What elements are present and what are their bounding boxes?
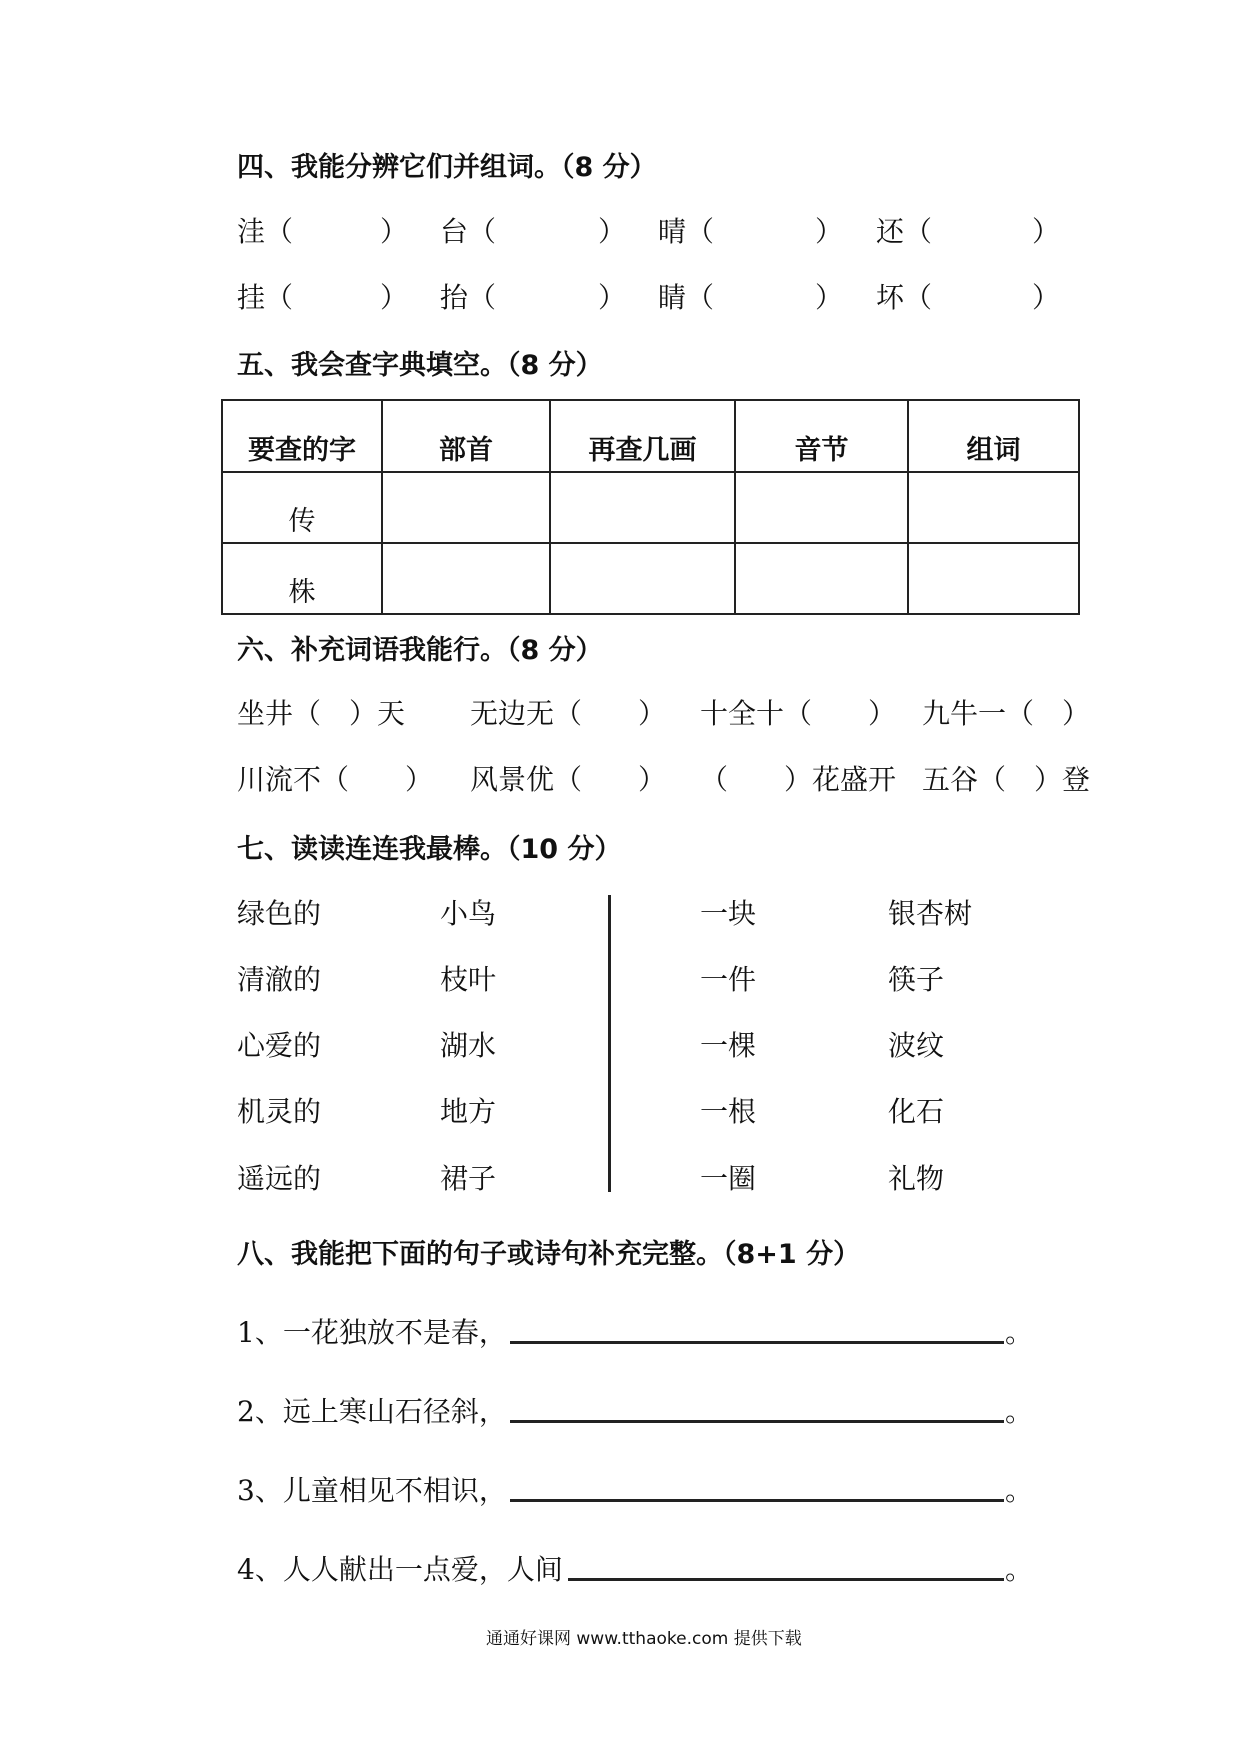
- sentence-prompt: 2、远上寒山石径斜，: [237, 1395, 507, 1428]
- table-header: 部首: [382, 400, 550, 472]
- word-item: ）: [380, 215, 409, 248]
- table-cell-blank[interactable]: [550, 472, 735, 543]
- answer-line[interactable]: [510, 1499, 1004, 1502]
- word-item: ）: [1032, 215, 1061, 248]
- table-cell-blank[interactable]: [908, 472, 1079, 543]
- table-cell-blank[interactable]: [550, 543, 735, 614]
- sentence-prompt: 3、儿童相见不相识，: [237, 1474, 507, 1507]
- word-item: 睛（: [658, 281, 715, 314]
- table-header-row: [222, 400, 1079, 472]
- footer-text: 通通好课网 www.tthaoke.com 提供下载: [486, 1629, 802, 1649]
- table-header: 组词: [908, 400, 1079, 472]
- match-item[interactable]: 波纹: [888, 1029, 945, 1062]
- match-item[interactable]: 礼物: [888, 1162, 945, 1195]
- match-item[interactable]: 机灵的: [237, 1095, 322, 1128]
- table-cell-char: 株: [222, 543, 382, 614]
- idiom-item: 川流不（ ）: [237, 763, 434, 796]
- table-row: [222, 543, 1079, 614]
- word-item: 洼（: [237, 215, 294, 248]
- match-item[interactable]: 清澈的: [237, 963, 322, 996]
- table-cell-blank[interactable]: [382, 543, 550, 614]
- sentence-end: 。: [1005, 1395, 1034, 1428]
- match-item[interactable]: 地方: [440, 1095, 497, 1128]
- word-item: ）: [1032, 281, 1061, 314]
- match-item[interactable]: 湖水: [440, 1029, 497, 1062]
- sentence-end: 。: [1005, 1553, 1034, 1586]
- match-item[interactable]: 枝叶: [440, 963, 497, 996]
- table-header: 音节: [735, 400, 908, 472]
- match-item[interactable]: 筷子: [888, 963, 945, 996]
- word-item: ）: [380, 281, 409, 314]
- section8-title: 八、我能把下面的句子或诗句补充完整。（8+1 分）: [237, 1239, 861, 1270]
- match-item[interactable]: 裙子: [440, 1162, 497, 1195]
- idiom-item: 十全十（ ）: [700, 697, 897, 730]
- sentence-prompt: 4、人人献出一点爱，人间: [237, 1553, 563, 1586]
- match-item[interactable]: 化石: [888, 1095, 945, 1128]
- section6-title: 六、补充词语我能行。（8 分）: [237, 635, 603, 666]
- word-item: ）: [598, 215, 627, 248]
- match-item[interactable]: 遥远的: [237, 1162, 322, 1195]
- table-cell-blank[interactable]: [735, 543, 908, 614]
- match-item[interactable]: 一件: [700, 963, 757, 996]
- match-item[interactable]: 心爱的: [237, 1029, 322, 1062]
- word-item: ）: [815, 281, 844, 314]
- matching-divider: [608, 895, 611, 1192]
- word-item: 还（: [876, 215, 933, 248]
- word-item: 抬（: [440, 281, 497, 314]
- table-row: [222, 472, 1079, 543]
- match-item[interactable]: 一棵: [700, 1029, 757, 1062]
- table-header: 再查几画: [550, 400, 735, 472]
- match-item[interactable]: 绿色的: [237, 897, 322, 930]
- answer-line[interactable]: [510, 1341, 1004, 1344]
- word-item: 坏（: [876, 281, 933, 314]
- word-item: 挂（: [237, 281, 294, 314]
- match-item[interactable]: 一块: [700, 897, 757, 930]
- section5-title: 五、我会查字典填空。（8 分）: [237, 350, 603, 381]
- table-cell-blank[interactable]: [908, 543, 1079, 614]
- idiom-item: 五谷（ ）登: [922, 763, 1091, 796]
- idiom-item: 无边无（ ）: [470, 697, 667, 730]
- word-item: 晴（: [658, 215, 715, 248]
- match-item[interactable]: 银杏树: [888, 897, 973, 930]
- match-item[interactable]: 小鸟: [440, 897, 497, 930]
- word-item: ）: [815, 215, 844, 248]
- dictionary-table: [221, 399, 1080, 615]
- section7-title: 七、读读连连我最棒。（10 分）: [237, 834, 622, 865]
- idiom-item: （ ）花盛开: [700, 763, 897, 796]
- match-item[interactable]: 一圈: [700, 1162, 757, 1195]
- idiom-item: 坐井（ ）天: [237, 697, 406, 730]
- answer-line[interactable]: [568, 1578, 1004, 1581]
- table-cell-char: 传: [222, 472, 382, 543]
- word-item: ）: [598, 281, 627, 314]
- match-item[interactable]: 一根: [700, 1095, 757, 1128]
- table-header: 要查的字: [222, 400, 382, 472]
- table-cell-blank[interactable]: [735, 472, 908, 543]
- word-item: 台（: [440, 215, 497, 248]
- answer-line[interactable]: [510, 1420, 1004, 1423]
- idiom-item: 风景优（ ）: [470, 763, 667, 796]
- table-cell-blank[interactable]: [382, 472, 550, 543]
- sentence-end: 。: [1005, 1316, 1034, 1349]
- section4-title: 四、我能分辨它们并组词。（8 分）: [237, 152, 657, 183]
- sentence-prompt: 1、一花独放不是春，: [237, 1316, 507, 1349]
- idiom-item: 九牛一（ ）: [922, 697, 1091, 730]
- sentence-end: 。: [1005, 1474, 1034, 1507]
